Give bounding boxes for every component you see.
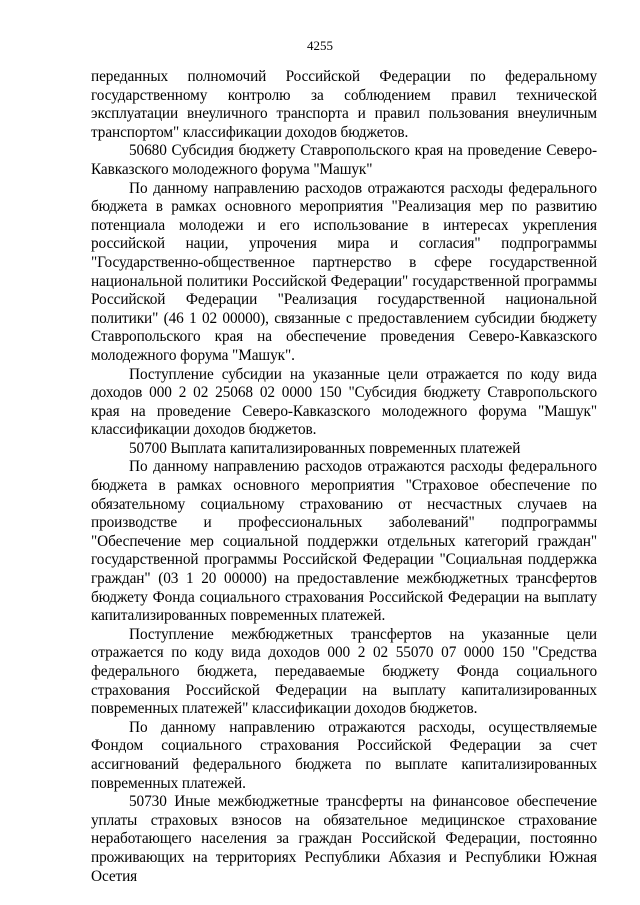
paragraph: По данному направлению отражаются расходы, осуществляемые Фондом социального страхования Российской Федерации за счет ассигнований федерального бюджета по выплате капитализированных повременных платежей.: [91, 718, 597, 792]
paragraph: переданных полномочий Российской Федерации по федеральному государственному контролю за соблюдением правил технической эксплуатации внеуличного транспорта и правил пользования внеуличным транспортом" классификации доходов бюджетов.: [91, 68, 597, 141]
section-heading-50700: 50700 Выплата капитализированных повременных платежей: [129, 439, 521, 457]
section-heading-50680: 50680 Субсидия бюджету Ставропольского края на проведение Северо-Кавказского молодежного форума "Машук": [91, 142, 597, 178]
page-number: 4255: [307, 38, 333, 53]
document-body: [91, 68, 597, 886]
section-heading-50730: 50730 Иные межбюджетные трансферты на финансовое обеспечение уплаты страховых взносов на обязательное медицинское страхование неработающего населения за граждан Российской Федерации, постоянно проживающих на территориях Республики Абхазия и Республики Южная Осетия: [91, 793, 597, 885]
paragraph: По данному направлению расходов отражаются расходы федерального бюджета в рамках основного мероприятия "Реализация мер по развитию потенциала молодежи и его использование в интересах укрепления российской нации, упрочения мира и согласия" подпрограммы "Государственно-общественное партнерство в сфере государственной национальной политики Российской Федерации" государственной программы Российской Федерации "Реализация государственной национальной политики" (46 1 02 00000), связанные с предоставлением субсидии бюджету Ставропольского края на обеспечение проведения Северо-Кавказского молодежного форума "Машук".: [91, 179, 597, 364]
paragraph: По данному направлению расходов отражаются расходы федерального бюджета в рамках основного мероприятия "Страховое обеспечение по обязательному социальному страхованию от несчастных случаев на производстве и профессиональных заболеваний" подпрограммы "Обеспечение мер социальной поддержки отдельных категорий граждан" государственной программы Российской Федерации "Социальная поддержка граждан" (03 1 20 00000) на предоставление межбюджетных трансфертов бюджету Фонда социального страхования Российской Федерации на выплату капитализированных повременных платежей.: [91, 458, 597, 625]
paragraph: Поступление межбюджетных трансфертов на указанные цели отражается по коду вида доходов 000 2 02 55070 07 0000 150 "Средства федерального бюджета, передаваемые бюджету Фонда социального страхования Российской Федерации на выплату капитализированных повременных платежей" классификации доходов бюджетов.: [91, 625, 597, 718]
paragraph: Поступление субсидии на указанные цели отражается по коду вида доходов 000 2 02 25068 02 0000 150 "Субсидия бюджету Ставропольского края на проведение Северо-Кавказского молодежного форума "Машук" классификации доходов бюджетов.: [91, 365, 597, 439]
